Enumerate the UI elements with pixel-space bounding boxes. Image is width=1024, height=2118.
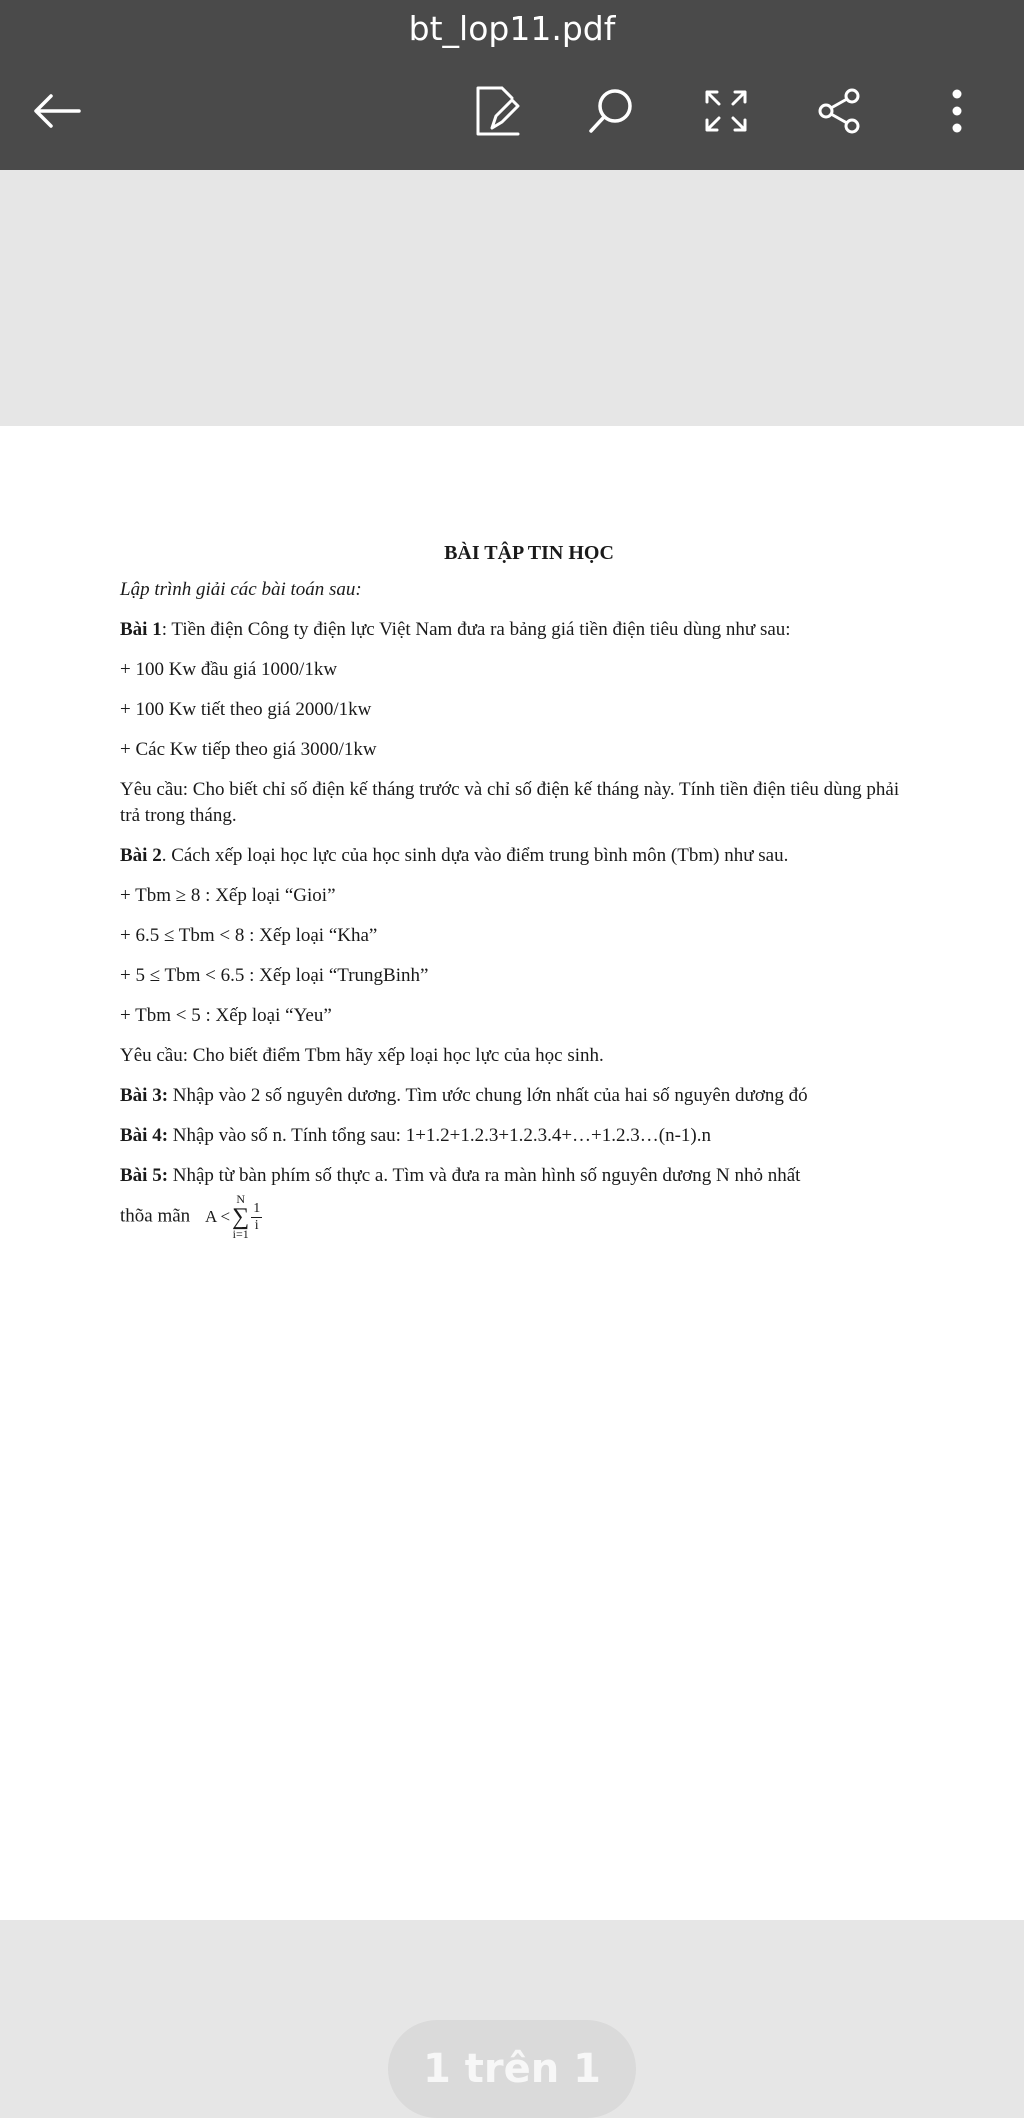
document-title: bt_lop11.pdf [408,9,616,48]
exercise-1-label: Bài 1 [120,619,162,640]
exercise-2-item: + Tbm < 5 : Xếp loại “Yeu” [120,1005,332,1026]
fraction [251,1201,262,1234]
edit-pdf-icon [472,84,522,138]
exercise-3 [120,1083,910,1109]
sum-upper-limit: N [236,1192,246,1206]
exercise-3-label: Bài 3: [120,1085,169,1106]
back-arrow-icon [31,91,83,131]
exercise-1-item: + 100 Kw đầu giá 1000/1kw [120,659,338,680]
doc-title: BÀI TẬP TIN HỌC [444,542,614,564]
exercise-5 [120,1163,910,1189]
pdf-page [0,426,1024,1920]
exercise-1-text: : Tiền điện Công ty điện lực Việt Nam đưa ra bảng giá tiền điện tiêu dùng như sau: [161,619,791,640]
sum-lower-limit: i=1 [232,1227,249,1241]
share-icon [816,87,864,135]
formula-lhs: A < [204,1207,231,1226]
fraction-numerator: 1 [253,1200,261,1216]
doc-subtitle: Lập trình giải các bài toán sau: [120,579,362,600]
exercise-5-condition [120,1193,910,1241]
more-options-icon [947,87,967,135]
fullscreen-icon [703,88,749,134]
exercise-2-item: + Tbm ≥ 8 : Xếp loại “Gioi” [120,885,336,906]
edit-pdf-button[interactable] [464,78,530,144]
exercise-4-text: Nhập vào số n. Tính tổng sau: 1+1.2+1.2.3+1.2.3.4+…+1.2.3…(n-1).n [168,1125,711,1146]
exercise-4-label: Bài 4: [120,1125,169,1146]
fraction-denominator: i [254,1217,259,1233]
exercise-4 [120,1123,910,1149]
back-button[interactable] [24,78,90,144]
exercise-2-text: . Cách xếp loại học lực của học sinh dựa vào điểm trung bình môn (Tbm) như sau. [161,845,789,866]
pdf-viewer[interactable] [0,170,1024,2092]
exercise-2-label: Bài 2 [120,845,162,866]
exercise-1 [120,617,910,643]
page-indicator: 1 trên 1 [388,2020,636,2118]
exercise-1-requirement: Yêu cầu: Cho biết chỉ số điện kế tháng trước và chỉ số điện kế tháng này. Tính tiền điện tiêu dùng phải trả trong tháng. [120,779,900,826]
share-button[interactable] [807,78,873,144]
exercise-5-text: Nhập từ bàn phím số thực a. Tìm và đưa ra màn hình số nguyên dương N nhỏ nhất [168,1165,801,1186]
more-options-button[interactable] [924,78,990,144]
exercise-2-requirement: Yêu cầu: Cho biết điểm Tbm hãy xếp loại học lực của học sinh. [120,1045,604,1066]
exercise-5-continuation: thõa mãn [120,1205,191,1227]
sum-formula [205,1193,262,1241]
exercise-3-text: Nhập vào 2 số nguyên dương. Tìm ước chung lớn nhất của hai số nguyên dương đó [168,1085,808,1106]
sigma-symbol: ∑ [232,1204,250,1230]
exercise-5-label: Bài 5: [120,1165,169,1186]
page-content [120,542,910,1255]
exercise-2 [120,843,910,869]
exercise-2-item: + 6.5 ≤ Tbm < 8 : Xếp loại “Kha” [120,925,378,946]
summation [232,1193,249,1241]
exercise-1-item: + Các Kw tiếp theo giá 3000/1kw [120,739,377,760]
app-toolbar [0,0,1024,170]
search-icon [586,86,636,136]
exercise-2-item: + 5 ≤ Tbm < 6.5 : Xếp loại “TrungBinh” [120,965,429,986]
search-button[interactable] [578,78,644,144]
exercise-1-item: + 100 Kw tiết theo giá 2000/1kw [120,699,372,720]
fullscreen-button[interactable] [693,78,759,144]
